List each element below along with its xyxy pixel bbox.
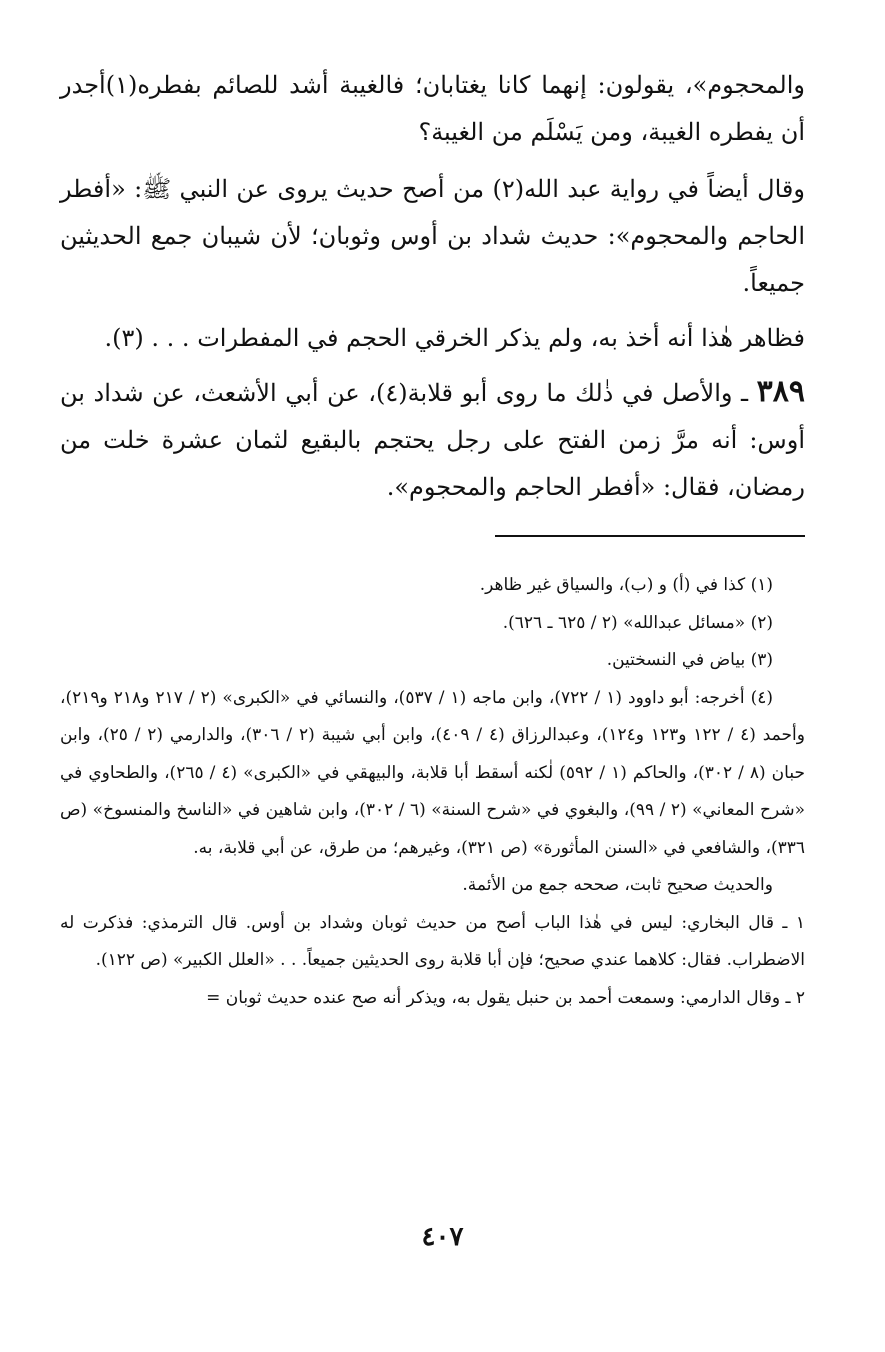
- footnote-4-item-2: ٢ ـ وقال الدارمي: وسمعت أحمد بن حنبل يقول به، ويذكر أنه صح عنده حديث ثوبان =: [206, 987, 805, 1008]
- paragraph-389-text: ـ والأصل في ذٰلك ما روى أبو قلابة(٤)، عن أبي الأشعث، عن شداد بن أوس: أنه مرَّ زمن الفتح على رجل يحتجم بالبقيع لثمان عشرة خلت من رمضان، فقال: «أفطر الحاجم والمحجوم».: [60, 379, 805, 501]
- footnote-4-item-1: ١ ـ قال البخاري: ليس في هٰذا الباب أصح من حديث ثوبان وشداد بن أوس. قال الترمذي: فذكرت له الاضطراب. فقال: كلاهما عندي صحيح؛ فإن أبا قلابة روى الحديثين جميعاً. . . «العلل الكبير» (ص ١٢٢).: [60, 912, 805, 970]
- footnote-divider: [495, 535, 805, 537]
- footnote-3: (٣) بياض في النسختين.: [606, 650, 773, 670]
- page-number: ٤٠٧: [421, 1222, 464, 1252]
- paragraph-ahmad-narration: وقال أيضاً في رواية عبد الله(٢) من أصح حديث يروى عن النبي ﷺ: «أفطر الحاجم والمحجوم»: حديث شداد بن أوس وثوبان؛ لأن شيبان جمع الحديثين جميعاً.: [60, 175, 805, 297]
- footnote-4-text: (٤) أخرجه: أبو داوود (١ / ٧٢٢)، وابن ماجه (١ / ٥٣٧)، والنسائي في «الكبرى» (٢ / ٢١٧ و٢١٨ و٢١٩)، وأحمد (٤ / ١٢٢ و١٢٣ و١٢٤)، وعبدالرزاق (٤ / ٤٠٩)، وابن أبي شيبة (٢ / ٣٠٦)، والدارمي (٢ / ٢٥)، وابن حبان (٨ / ٣٠٢)، والحاكم (١ / ٥٩٢) لٰكنه أسقط أبا قلابة، والبيهقي في «الكبرى» (٤ / ٢٦٥)، والطحاوي في «شرح المعاني» (٢ / ٩٩)، والبغوي في «شرح السنة» (٦ / ٣٠٢)، وابن شاهين في «الناسخ والمنسوخ» (ص ٣٣٦)، والشافعي في «السنن المأثورة» (ص ٣٢١)، وغيرهم؛ من طرق، عن أبي قلابة، به.: [60, 687, 806, 858]
- footnote-2: (٢) «مسائل عبدالله» (٢ / ٦٢٥ ـ ٦٢٦).: [502, 612, 773, 633]
- footnote-4-status: والحديث صحيح ثابت، صححه جمع من الأئمة.: [462, 875, 773, 895]
- paragraph-kharaqi-note: فظاهر هٰذا أنه أخذ به، ولم يذكر الخرقي الحجم في المفطرات . . . (٣).: [104, 324, 805, 352]
- paragraph-389: [60, 368, 805, 511]
- page-body: [60, 62, 805, 1017]
- paragraph-number: ٣٨٩: [756, 374, 805, 409]
- paragraph-continuation: والمحجوم»، يقولون: إنهما كانا يغتابان؛ فالغيبة أشد للصائم بفطره(١)أجدر أن يفطره الغيبة، ومن يَسْلَم من الغيبة؟: [60, 71, 805, 146]
- footnotes: [60, 567, 805, 1017]
- footnote-4: [60, 680, 805, 868]
- footnote-1: (١) كذا في (أ) و (ب)، والسياق غير ظاهر.: [479, 575, 773, 595]
